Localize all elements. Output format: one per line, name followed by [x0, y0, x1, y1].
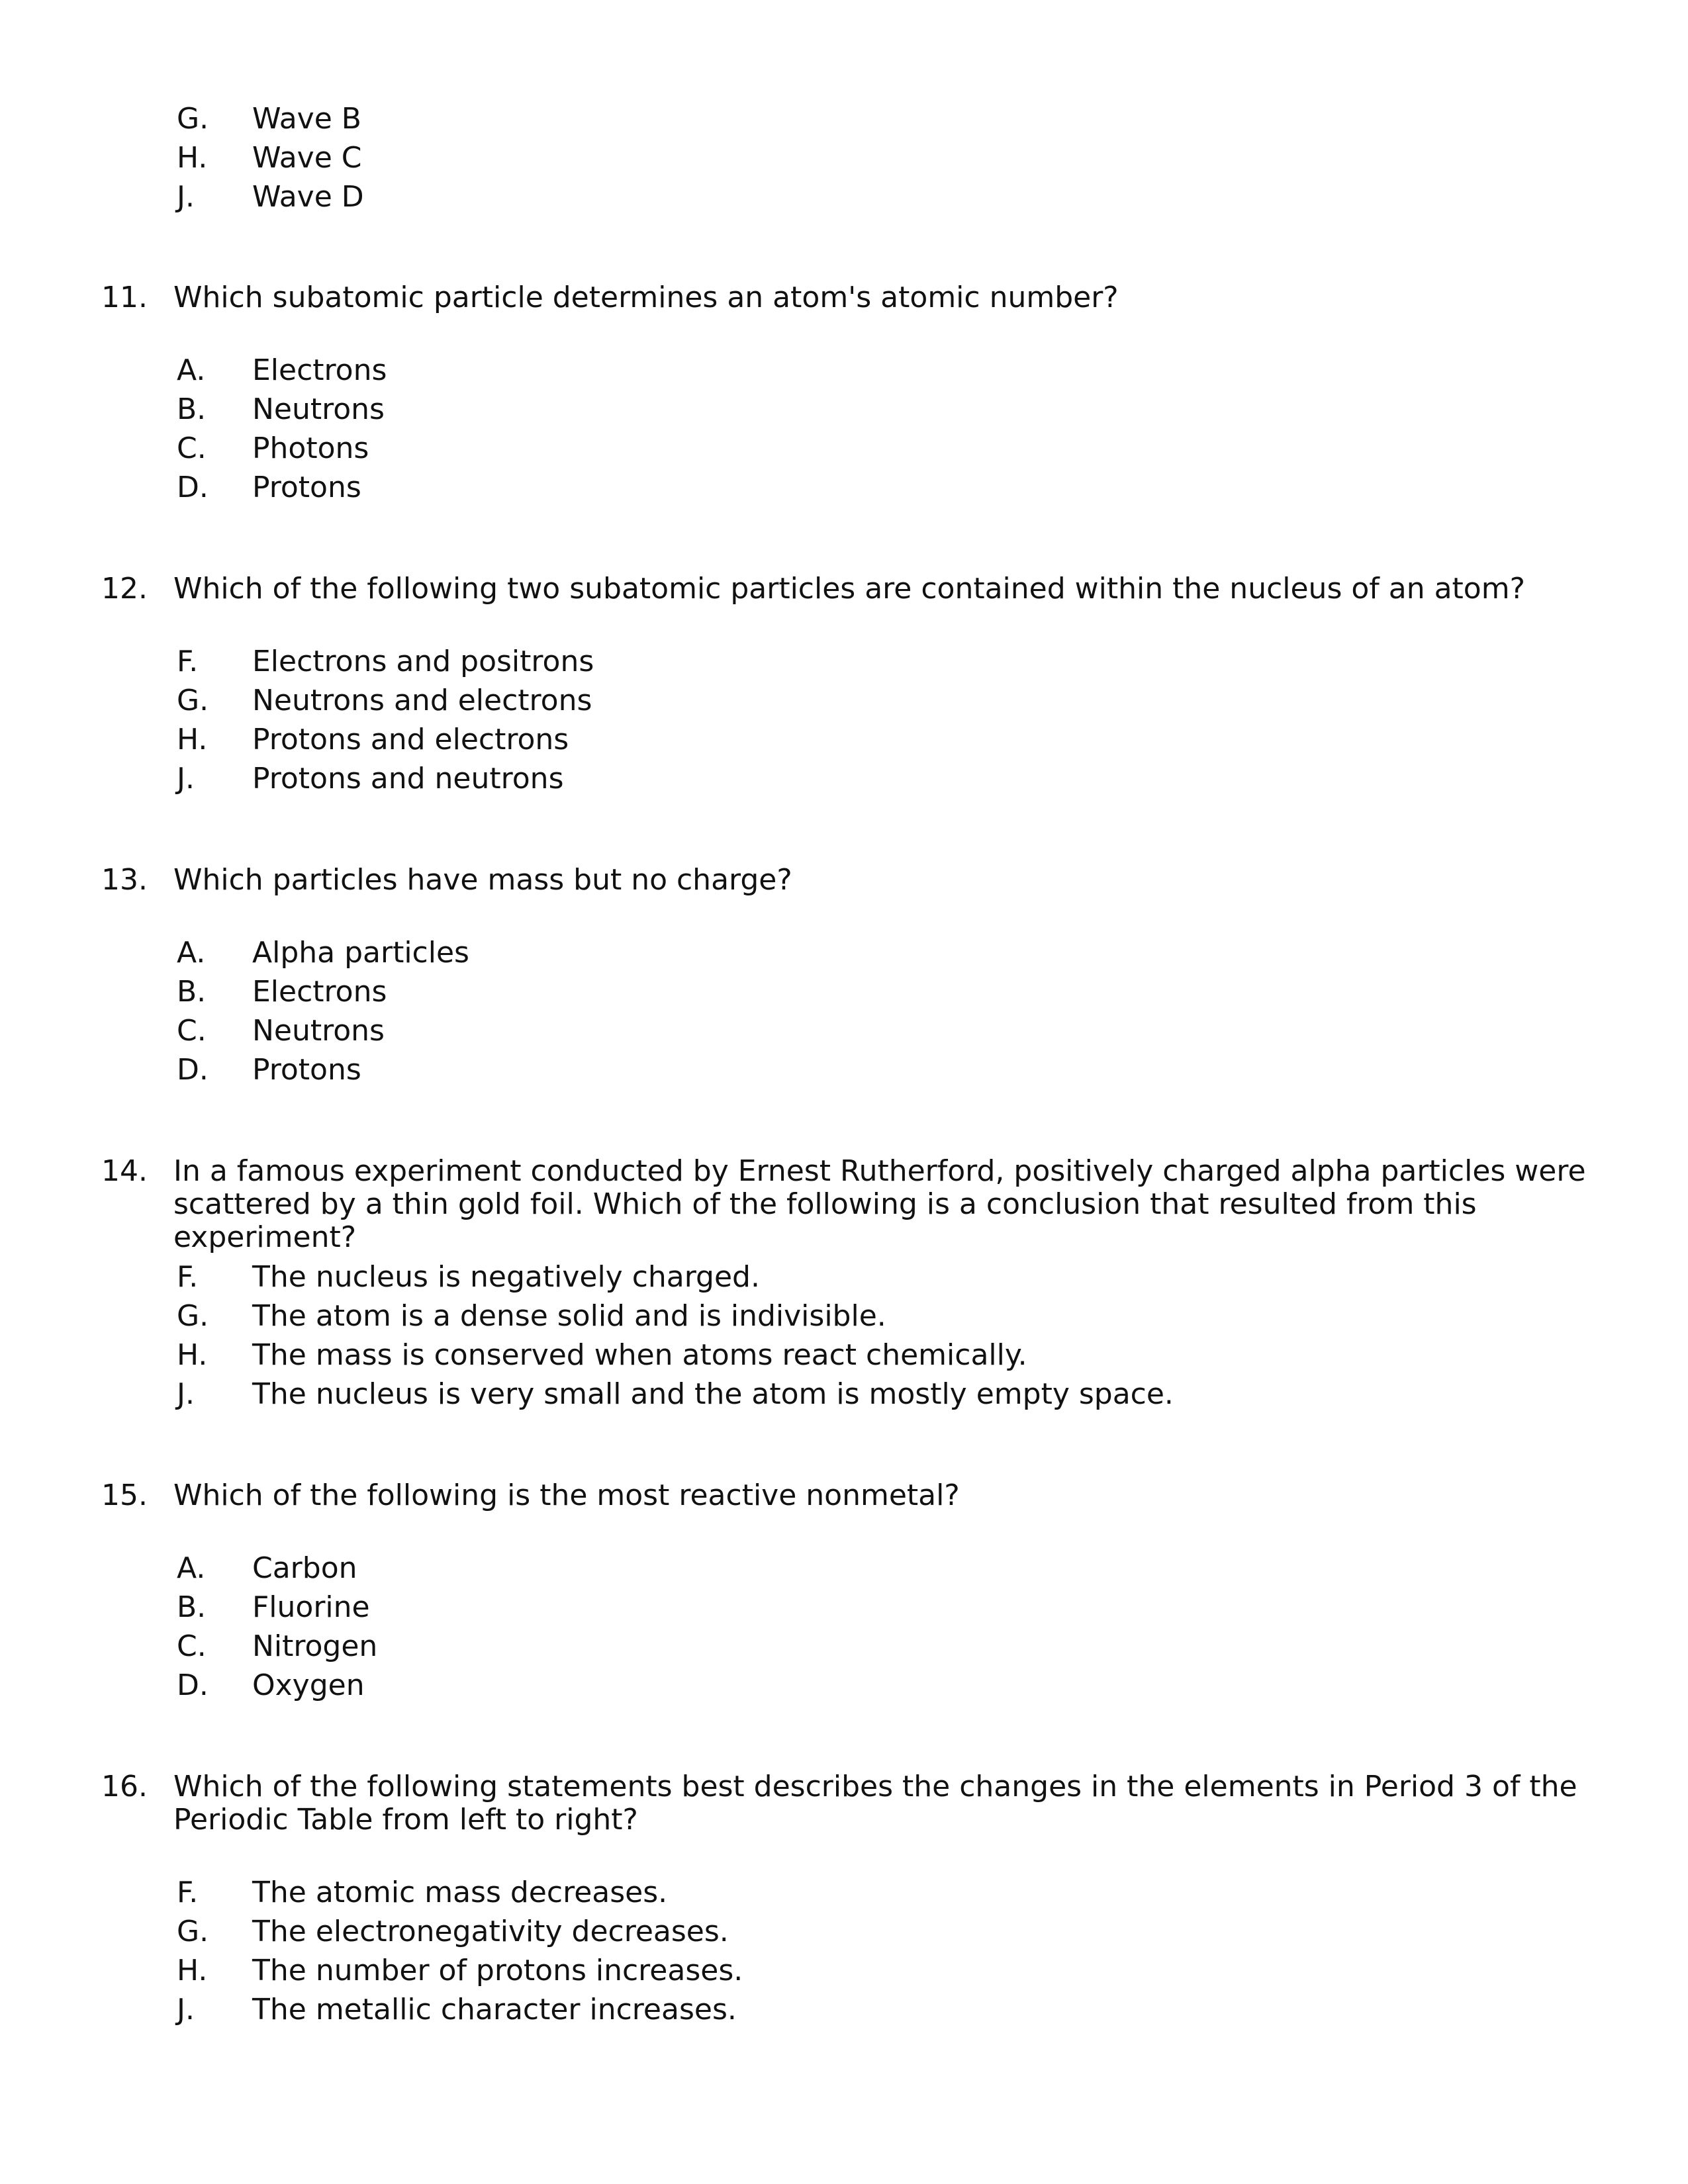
choice-letter: D.	[177, 471, 209, 504]
choice-letter: D.	[177, 1668, 209, 1702]
choice-letter: A.	[177, 1551, 206, 1585]
choice-text: Protons	[252, 1053, 361, 1087]
choice-text: Wave B	[252, 102, 361, 136]
choice-text: The nucleus is negatively charged.	[252, 1260, 760, 1294]
choice-letter: J.	[177, 180, 195, 214]
choice-letter: H.	[177, 1954, 208, 1987]
choice-letter: H.	[177, 723, 208, 756]
choice-text: Oxygen	[252, 1668, 365, 1702]
choice-text: Protons	[252, 471, 361, 504]
question-number: 16.	[101, 1770, 148, 1803]
choice-letter: A.	[177, 936, 206, 970]
choice-text: Alpha particles	[252, 936, 469, 970]
choice-letter: G.	[177, 1299, 209, 1333]
choice-letter: H.	[177, 141, 208, 175]
choice-letter: F.	[177, 1260, 199, 1294]
question-text: Which of the following two subatomic particles are contained within the nucleus of an atom?	[173, 572, 1525, 606]
choice-text: Fluorine	[252, 1590, 370, 1624]
question-number: 14.	[101, 1154, 148, 1188]
choice-text: The number of protons increases.	[252, 1954, 743, 1987]
choice-text: The atomic mass decreases.	[252, 1876, 668, 1909]
choice-text: Protons and neutrons	[252, 762, 564, 796]
choice-letter: G.	[177, 102, 209, 136]
question-number: 15.	[101, 1479, 148, 1512]
choice-text: Neutrons and electrons	[252, 684, 592, 717]
question-text: Which of the following statements best describes the changes in the elements in Period 3 of the Periodic Table from left to right?	[173, 1770, 1577, 1837]
choice-letter: G.	[177, 1915, 209, 1948]
choice-letter: B.	[177, 392, 207, 426]
question-text: In a famous experiment conducted by Ernest Rutherford, positively charged alpha particles were scattered by a thin gold foil. Which of the following is a conclusion that resulted from this experiment?	[173, 1154, 1586, 1254]
choice-text: The electronegativity decreases.	[252, 1915, 729, 1948]
choice-letter: H.	[177, 1338, 208, 1372]
choice-text: Electrons	[252, 353, 387, 387]
choice-letter: B.	[177, 1590, 207, 1624]
choice-text: The metallic character increases.	[252, 1993, 737, 2026]
choice-text: Photons	[252, 432, 369, 465]
choice-letter: C.	[177, 1014, 207, 1048]
choice-letter: J.	[177, 1993, 195, 2026]
choice-text: The atom is a dense solid and is indivisible.	[252, 1299, 886, 1333]
question-number: 11.	[101, 281, 148, 314]
choice-text: The nucleus is very small and the atom is mostly empty space.	[252, 1377, 1174, 1411]
choice-text: Carbon	[252, 1551, 357, 1585]
question-text: Which subatomic particle determines an atom's atomic number?	[173, 281, 1119, 314]
choice-letter: F.	[177, 1876, 199, 1909]
question-number: 13.	[101, 863, 148, 897]
choice-letter: A.	[177, 353, 206, 387]
choice-letter: G.	[177, 684, 209, 717]
choice-text: Electrons	[252, 975, 387, 1009]
question-number: 12.	[101, 572, 148, 606]
choice-text: Neutrons	[252, 1014, 385, 1048]
choice-letter: C.	[177, 1629, 207, 1663]
choice-letter: F.	[177, 645, 199, 678]
choice-text: Neutrons	[252, 392, 385, 426]
choice-letter: J.	[177, 762, 195, 796]
choice-letter: B.	[177, 975, 207, 1009]
choice-letter: J.	[177, 1377, 195, 1411]
choice-text: Wave D	[252, 180, 364, 214]
choice-letter: C.	[177, 432, 207, 465]
question-text: Which particles have mass but no charge?	[173, 863, 792, 897]
choice-text: Electrons and positrons	[252, 645, 594, 678]
question-text: Which of the following is the most reactive nonmetal?	[173, 1479, 960, 1512]
choice-text: The mass is conserved when atoms react chemically.	[252, 1338, 1027, 1372]
choice-text: Nitrogen	[252, 1629, 378, 1663]
choice-letter: D.	[177, 1053, 209, 1087]
choice-text: Protons and electrons	[252, 723, 569, 756]
choice-text: Wave C	[252, 141, 362, 175]
